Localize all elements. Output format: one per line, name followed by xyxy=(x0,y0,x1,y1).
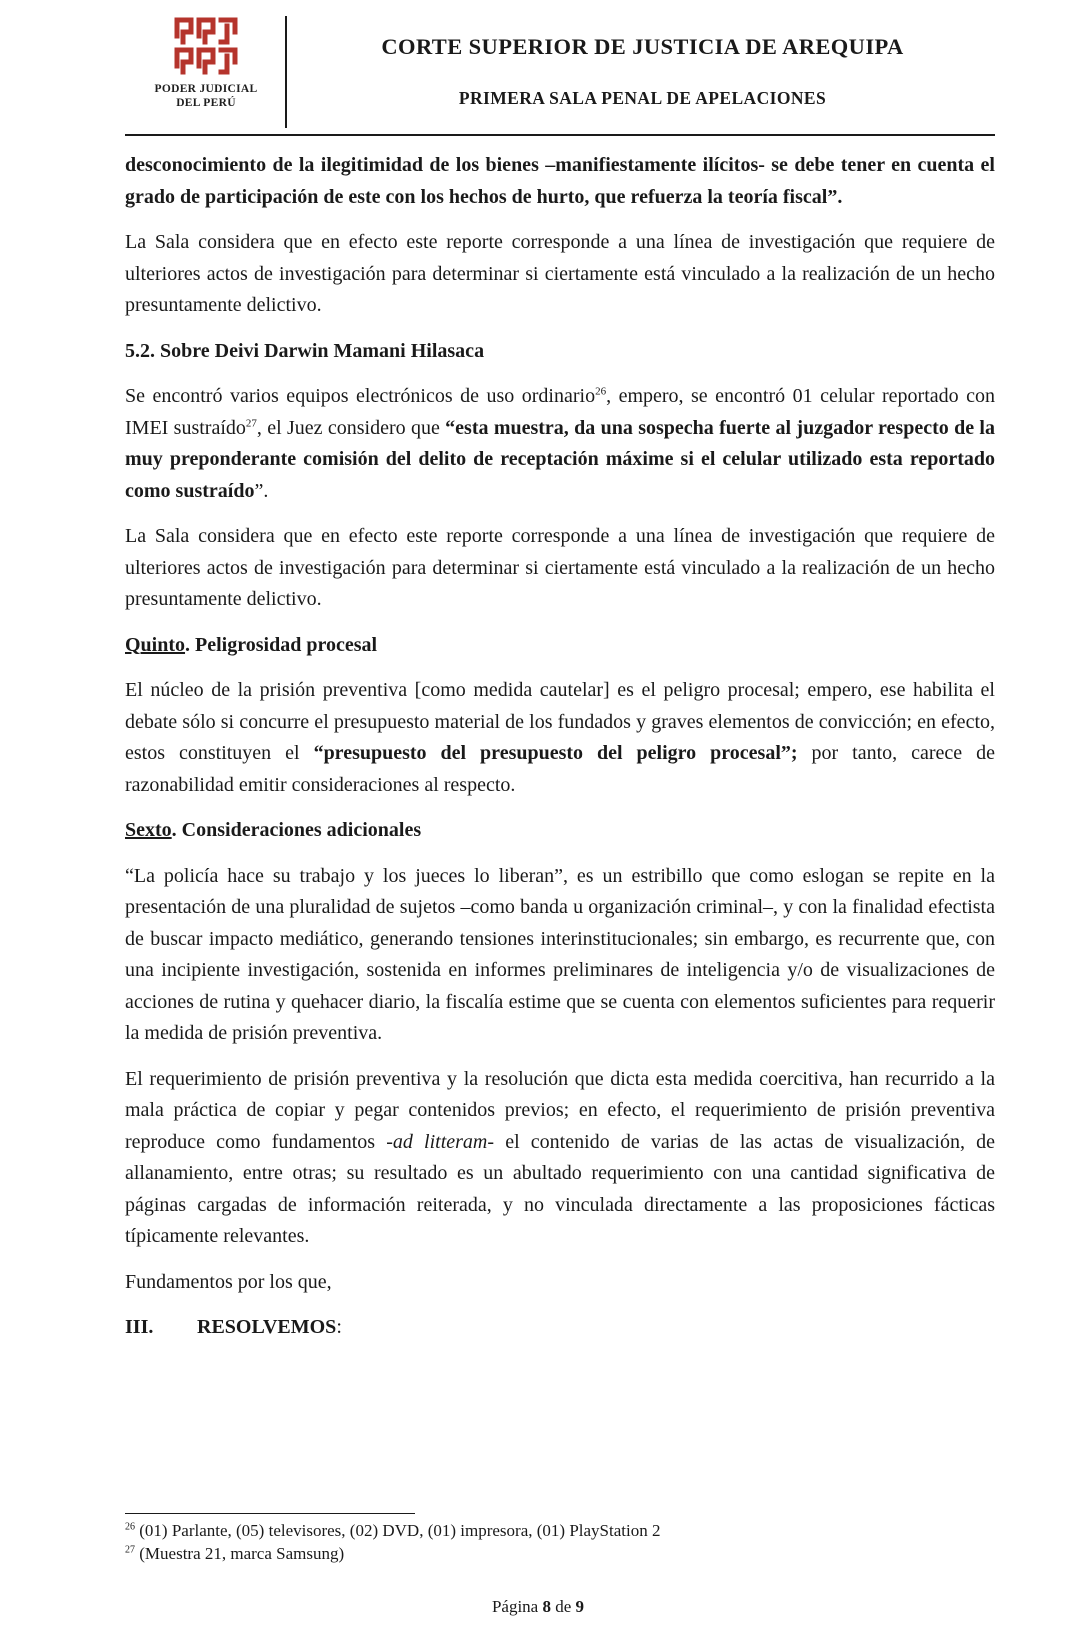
heading-label: Quinto xyxy=(125,633,186,656)
header-divider-vertical xyxy=(285,16,287,128)
footnote-text: (Muestra 21, marca Samsung) xyxy=(135,1544,345,1563)
logo-line1: PODER JUDICIAL xyxy=(154,83,258,95)
section-resolvemos xyxy=(125,1312,995,1344)
quote-bold: “esta muestra, da una sospecha fuerte al juzgador respecto de la muy preponderante comisión del delito de receptación máxime si el celular utilizado esta reportado como sustraído xyxy=(125,416,995,502)
roman-numeral: III. xyxy=(125,1316,154,1338)
page-total: 9 xyxy=(575,1597,585,1616)
document-body xyxy=(125,150,995,1358)
page-number xyxy=(0,1597,1076,1617)
sala-name: PRIMERA SALA PENAL DE APELACIONES xyxy=(458,88,827,108)
footnote-text: (01) Parlante, (05) televisores, (02) DVD, (01) impresora, (01) PlayStation 2 xyxy=(135,1521,661,1540)
header-divider-horizontal xyxy=(125,134,995,136)
paragraph-sala-2: La Sala considera que en efecto este reporte corresponde a una línea de investigación que requiere de ulteriores actos de investigación para determinar si ciertamente está vinculado a la realización de un hecho presuntamente delictivo. xyxy=(125,525,995,610)
resolvemos-title: RESOLVEMOS xyxy=(197,1316,337,1338)
court-name: CORTE SUPERIOR DE JUSTICIA DE AREQUIPA xyxy=(381,34,904,59)
resolvemos-colon: : xyxy=(336,1316,342,1338)
heading-title: . Consideraciones adicionales xyxy=(171,819,422,841)
footnotes xyxy=(125,1519,995,1565)
page-prefix: Página xyxy=(491,1597,543,1616)
paragraph-fundamentos: Fundamentos por los que, xyxy=(125,1270,332,1293)
paragraph-sala-1: La Sala considera que en efecto este reporte corresponde a una línea de investigación que requiere de ulteriores actos de investigación para determinar si ciertamente está vinculado a la realización de un hecho presuntamente delictivo. xyxy=(125,231,995,316)
page-header xyxy=(125,14,995,138)
text: Se encontró varios equipos electrónicos de uso ordinario xyxy=(125,385,596,407)
text: , empero, se encontró 01 celular reportado con IMEI sustraído xyxy=(125,385,996,439)
footnote-26 xyxy=(125,1519,995,1542)
paragraph-deivi xyxy=(125,381,995,507)
paragraph-nucleo xyxy=(125,675,995,801)
footnote-ref-27[interactable]: 27 xyxy=(245,416,257,429)
footnote-ref-26[interactable]: 26 xyxy=(595,385,607,398)
text: El requerimiento de prisión preventiva y la resolución que dicta esta medida coercitiva, han recurrido a la mala práctica de copiar y pegar contenidos previos; en efecto, el requerimiento de prisión preventiva reproduce como fundamentos xyxy=(125,1067,995,1153)
footnote-number: 26 xyxy=(125,1521,135,1533)
page-current: 8 xyxy=(542,1597,551,1616)
section-heading-5-2: 5.2. Sobre Deivi Darwin Mamani Hilasaca xyxy=(125,339,485,362)
heading-title: . Peligrosidad procesal xyxy=(185,633,378,656)
quote-bold: “presupuesto del presupuesto del peligro procesal”; xyxy=(313,742,798,764)
footnote-27 xyxy=(125,1542,995,1565)
logo-line2: DEL PERÚ xyxy=(176,97,236,109)
text: por tanto, carece de razonabilidad emitir consideraciones al respecto. xyxy=(125,742,995,796)
paragraph-continued: desconocimiento de la ilegitimidad de los bienes –manifiestamente ilícitos- se debe tener en cuenta el grado de participación de este con los hechos de hurto, que refuerza la teoría fiscal”. xyxy=(125,154,995,208)
paragraph-requerimiento xyxy=(125,1064,995,1253)
paragraph-policia: “La policía hace su trabajo y los jueces lo liberan”, es un estribillo que como eslogan se repite en la presentación de una pluralidad de sujetos –como banda u organización criminal–, y con la finalidad efectista de buscar impacto mediático, generando tensiones interinstitucionales; sin embargo, es recurrente que, con una incipiente investigación, sostenida en informes preliminares de inteligencia y/o de visualizaciones de acciones de rutina y quehacer diario, la fiscalía estime que se cuenta con elementos suficientes para requerir la medida de prisión preventiva. xyxy=(125,864,995,1044)
section-heading-quinto xyxy=(125,630,995,662)
page-mid: de xyxy=(550,1597,576,1616)
text: El núcleo de la prisión preventiva [como medida cautelar] es el peligro procesal; empero, ese habilita el debate sólo si concurre el presupuesto material de los fundados y graves elementos de convicción; en efecto, estos constituyen el xyxy=(125,679,995,764)
footnote-number: 27 xyxy=(125,1544,135,1556)
latin-phrase: -ad litteram- xyxy=(386,1130,495,1153)
footnote-separator xyxy=(125,1513,415,1514)
heading-label: Sexto xyxy=(125,819,172,841)
text: , el Juez considero que xyxy=(256,416,446,439)
poder-judicial-logo xyxy=(125,16,287,126)
text: el contenido de varias de las actas de visualización, de allanamiento, entre otras; su resultado es un abultado requerimiento con una cantidad significativa de páginas cargadas de información reiterada, y no vinculada directamente a las proposiciones fácticas típicamente relevantes. xyxy=(125,1130,995,1247)
section-heading-sexto xyxy=(125,815,995,847)
text: ”. xyxy=(254,479,269,502)
poder-judicial-emblem-icon xyxy=(173,16,239,76)
